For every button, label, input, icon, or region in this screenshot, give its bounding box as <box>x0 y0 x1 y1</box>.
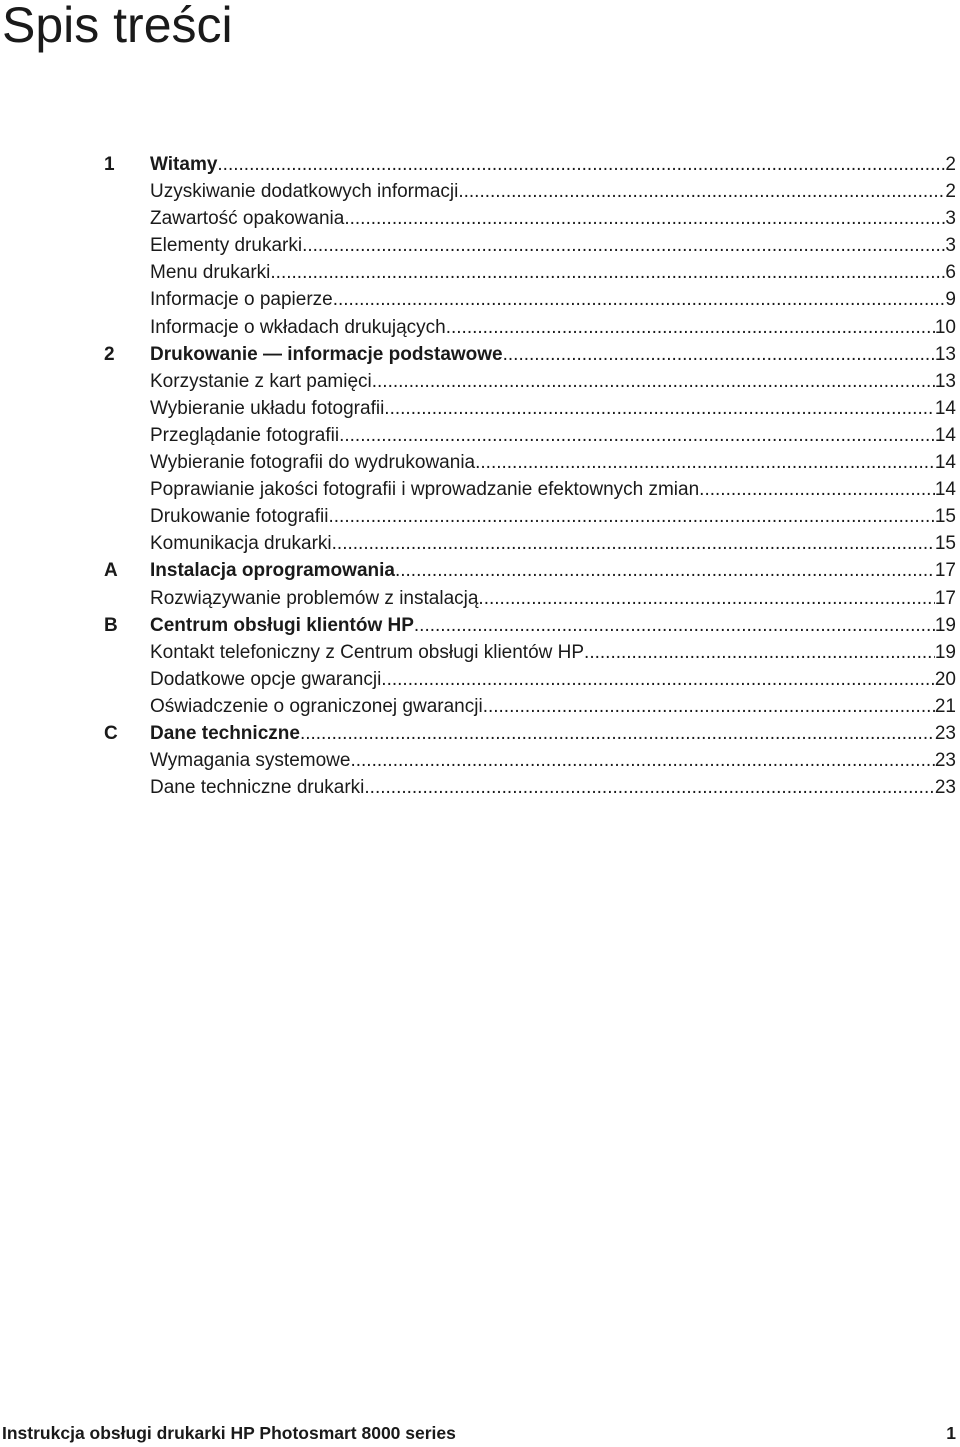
toc-entry[interactable] <box>104 232 956 259</box>
toc-entry-title: Witamy <box>150 154 218 175</box>
page-title: Spis treści <box>2 0 233 53</box>
toc-entry[interactable] <box>104 368 956 395</box>
toc-entry[interactable] <box>104 151 956 178</box>
toc-entry[interactable] <box>104 259 956 286</box>
toc-entry-page: 23 <box>934 777 956 799</box>
toc-entry-page: 13 <box>934 343 956 365</box>
toc-entry-page: 19 <box>934 641 956 663</box>
toc-entry-page: 14 <box>934 397 956 419</box>
dot-leader <box>475 449 935 476</box>
dot-leader <box>458 178 945 205</box>
toc-entry-title: Rozwiązywanie problemów z instalacją <box>150 587 479 609</box>
toc-entry-page: 13 <box>934 370 956 392</box>
toc-entry-title: Drukowanie — informacje podstawowe <box>150 343 503 365</box>
toc-entry-title: Wymagania systemowe <box>150 750 351 772</box>
toc-entry[interactable] <box>104 286 956 313</box>
toc-entry-number: 2 <box>104 343 115 365</box>
table-of-contents <box>104 151 956 801</box>
toc-entry[interactable] <box>104 774 956 801</box>
toc-entry-title: Dane techniczne drukarki <box>150 777 365 799</box>
dot-leader <box>699 476 935 503</box>
toc-entry-page: 17 <box>934 560 956 582</box>
toc-entry-page: 15 <box>934 506 956 528</box>
toc-entry[interactable] <box>104 612 956 639</box>
toc-entry-page: 6 <box>945 262 956 284</box>
dot-leader <box>302 232 945 259</box>
toc-entry-title: Poprawianie jakości fotografii i wprowadzanie efektownych zmian <box>150 479 700 501</box>
toc-entry[interactable] <box>104 503 956 530</box>
toc-entry-title: Oświadczenie o ograniczonej gwarancji <box>150 695 483 717</box>
toc-entry-page: 19 <box>934 614 956 636</box>
toc-entry[interactable] <box>104 639 956 666</box>
footer-page-number: 1 <box>946 1423 956 1443</box>
toc-entry-title: Informacje o papierze <box>150 289 333 311</box>
toc-entry-page: 17 <box>934 587 956 609</box>
dot-leader <box>344 205 945 232</box>
toc-entry[interactable] <box>104 422 956 449</box>
toc-entry-title: Wybieranie układu fotografii <box>150 397 385 419</box>
toc-entry-title: Kontakt telefoniczny z Centrum obsługi klientów HP <box>150 641 585 663</box>
toc-entry-page: 10 <box>934 316 956 338</box>
toc-entry[interactable] <box>104 449 956 476</box>
dot-leader <box>328 503 934 530</box>
toc-entry-title: Uzyskiwanie dodatkowych informacji <box>150 181 459 203</box>
dot-leader <box>584 639 935 666</box>
toc-entry-title: Dane techniczne <box>150 722 300 744</box>
dot-leader <box>217 151 945 178</box>
toc-entry-title: Wybieranie fotografii do wydrukowania <box>150 452 476 474</box>
toc-entry-title: Zawartość opakowania <box>150 208 345 230</box>
dot-leader <box>350 747 934 774</box>
toc-entry-page: 3 <box>945 235 956 257</box>
toc-entry[interactable] <box>104 314 956 341</box>
toc-entry-number: A <box>104 560 118 582</box>
toc-entry[interactable] <box>104 395 956 422</box>
toc-entry-number: 1 <box>104 154 115 175</box>
toc-entry[interactable] <box>104 747 956 774</box>
dot-leader <box>414 612 935 639</box>
dot-leader <box>333 286 946 313</box>
toc-entry-title: Informacje o wkładach drukujących <box>150 316 446 338</box>
toc-entry[interactable] <box>104 557 956 584</box>
toc-entry-page: 2 <box>945 154 956 175</box>
toc-entry[interactable] <box>104 205 956 232</box>
toc-entry-title: Menu drukarki <box>150 262 271 284</box>
toc-entry-title: Centrum obsługi klientów HP <box>150 614 414 636</box>
dot-leader <box>270 259 945 286</box>
toc-entry-page: 14 <box>934 452 956 474</box>
dot-leader <box>395 557 935 584</box>
toc-entry-page: 23 <box>934 750 956 772</box>
toc-entry-page: 14 <box>934 424 956 446</box>
dot-leader <box>364 774 934 801</box>
toc-entry-title: Drukowanie fotografii <box>150 506 329 528</box>
dot-leader <box>381 666 935 693</box>
toc-entry-page: 2 <box>945 181 956 203</box>
toc-entry-title: Dodatkowe opcje gwarancji <box>150 668 382 690</box>
page-footer <box>2 1422 956 1444</box>
toc-entry-title: Komunikacja drukarki <box>150 533 332 555</box>
toc-entry[interactable] <box>104 178 956 205</box>
toc-entry-title: Korzystanie z kart pamięci <box>150 370 372 392</box>
toc-entry[interactable] <box>104 341 956 368</box>
toc-entry-page: 9 <box>945 289 956 311</box>
dot-leader <box>503 341 935 368</box>
toc-entry[interactable] <box>104 666 956 693</box>
dot-leader <box>332 530 935 557</box>
toc-entry-page: 14 <box>934 479 956 501</box>
toc-entry-page: 21 <box>934 695 956 717</box>
toc-entry-page: 23 <box>934 722 956 744</box>
dot-leader <box>478 585 934 612</box>
footer-document-title: Instrukcja obsługi drukarki HP Photosmart 8000 series <box>2 1423 456 1443</box>
toc-entry-page: 15 <box>934 533 956 555</box>
dot-leader <box>446 314 935 341</box>
toc-entry-page: 3 <box>945 208 956 230</box>
dot-leader <box>384 395 935 422</box>
toc-entry-title: Instalacja oprogramowania <box>150 560 395 582</box>
dot-leader <box>300 720 935 747</box>
toc-entry-page: 20 <box>934 668 956 690</box>
toc-entry-title: Elementy drukarki <box>150 235 303 257</box>
toc-entry[interactable] <box>104 720 956 747</box>
toc-entry[interactable] <box>104 693 956 720</box>
dot-leader <box>483 693 935 720</box>
toc-entry[interactable] <box>104 476 956 503</box>
toc-entry-title: Przeglądanie fotografii <box>150 424 340 446</box>
toc-entry[interactable] <box>104 530 956 557</box>
toc-entry-number: C <box>104 722 118 744</box>
toc-entry-number: B <box>104 614 118 636</box>
toc-entry[interactable] <box>104 585 956 612</box>
dot-leader <box>339 422 935 449</box>
dot-leader <box>372 368 935 395</box>
